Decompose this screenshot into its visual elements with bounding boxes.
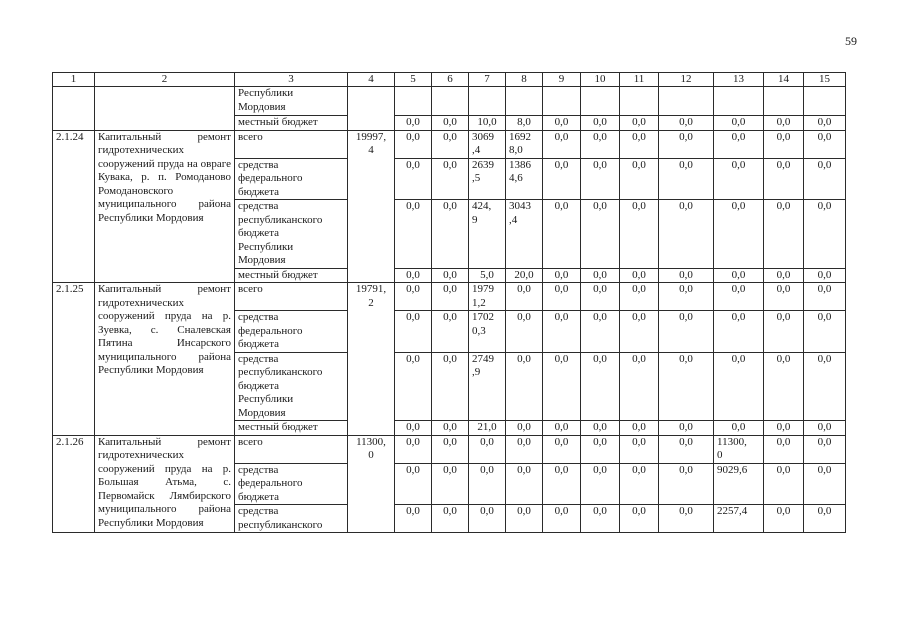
value-cell-col-11: 0,0 bbox=[620, 130, 659, 158]
value-cell-col-13: 0,0 bbox=[714, 421, 764, 436]
column-header-15: 15 bbox=[804, 73, 846, 87]
item-total: 19997, 4 bbox=[348, 130, 395, 283]
column-header-9: 9 bbox=[543, 73, 581, 87]
source-cell: всего bbox=[235, 130, 348, 158]
value-cell-col-7: 424, 9 bbox=[469, 200, 506, 269]
value-cell-col-6: 0,0 bbox=[432, 463, 469, 505]
value-cell-col-14: 0,0 bbox=[764, 268, 804, 283]
value-cell-col-15: 0,0 bbox=[804, 116, 846, 131]
value-cell-col-12: 0,0 bbox=[659, 283, 714, 311]
value-cell-col-15: 0,0 bbox=[804, 311, 846, 353]
value-cell-col-5: 0,0 bbox=[395, 200, 432, 269]
value-cell-col-13: 2257,4 bbox=[714, 505, 764, 533]
source-cell: средства республиканского бюджета Республики Мордовия bbox=[235, 352, 348, 421]
column-header-11: 11 bbox=[620, 73, 659, 87]
item-index: 2.1.25 bbox=[53, 283, 95, 436]
value-cell-col-6: 0,0 bbox=[432, 421, 469, 436]
value-cell-col-12: 0,0 bbox=[659, 200, 714, 269]
value-cell-col-13 bbox=[714, 87, 764, 116]
value-cell-col-7: 21,0 bbox=[469, 421, 506, 436]
value-cell-col-8: 0,0 bbox=[506, 311, 543, 353]
value-cell-col-7: 5,0 bbox=[469, 268, 506, 283]
value-cell-col-14 bbox=[764, 87, 804, 116]
value-cell-col-14: 0,0 bbox=[764, 116, 804, 131]
value-cell-col-10: 0,0 bbox=[581, 268, 620, 283]
value-cell-col-5: 0,0 bbox=[395, 463, 432, 505]
value-cell-col-5: 0,0 bbox=[395, 505, 432, 533]
value-cell-col-9: 0,0 bbox=[543, 352, 581, 421]
value-cell-col-8: 0,0 bbox=[506, 505, 543, 533]
value-cell-col-14: 0,0 bbox=[764, 200, 804, 269]
value-cell-col-6: 0,0 bbox=[432, 283, 469, 311]
value-cell-col-8: 0,0 bbox=[506, 435, 543, 463]
column-header-13: 13 bbox=[714, 73, 764, 87]
value-cell-col-5: 0,0 bbox=[395, 352, 432, 421]
value-cell-col-5 bbox=[395, 87, 432, 116]
value-cell-col-10: 0,0 bbox=[581, 158, 620, 200]
value-cell-col-15: 0,0 bbox=[804, 268, 846, 283]
source-cell: местный бюджет bbox=[235, 116, 348, 131]
value-cell-col-14: 0,0 bbox=[764, 311, 804, 353]
value-cell-col-13: 0,0 bbox=[714, 352, 764, 421]
value-cell-col-15 bbox=[804, 87, 846, 116]
value-cell-col-6: 0,0 bbox=[432, 311, 469, 353]
column-header-1: 1 bbox=[53, 73, 95, 87]
column-header-5: 5 bbox=[395, 73, 432, 87]
value-cell-col-14: 0,0 bbox=[764, 130, 804, 158]
value-cell-col-8: 0,0 bbox=[506, 463, 543, 505]
value-cell-col-9: 0,0 bbox=[543, 130, 581, 158]
value-cell-col-11: 0,0 bbox=[620, 505, 659, 533]
value-cell-col-13: 0,0 bbox=[714, 116, 764, 131]
value-cell-col-5: 0,0 bbox=[395, 311, 432, 353]
source-cell: средства федерального бюджета bbox=[235, 463, 348, 505]
value-cell-col-11: 0,0 bbox=[620, 421, 659, 436]
value-cell-col-7: 2749 ,9 bbox=[469, 352, 506, 421]
budget-row bbox=[53, 435, 846, 463]
column-header-14: 14 bbox=[764, 73, 804, 87]
value-cell-col-10 bbox=[581, 87, 620, 116]
index-cell bbox=[53, 87, 95, 131]
budget-row bbox=[53, 283, 846, 311]
value-cell-col-9: 0,0 bbox=[543, 435, 581, 463]
source-cell: местный бюджет bbox=[235, 421, 348, 436]
value-cell-col-8: 0,0 bbox=[506, 283, 543, 311]
value-cell-col-13: 0,0 bbox=[714, 268, 764, 283]
value-cell-col-10: 0,0 bbox=[581, 421, 620, 436]
source-cell: средства федерального бюджета bbox=[235, 158, 348, 200]
value-cell-col-7 bbox=[469, 87, 506, 116]
value-cell-col-7: 1979 1,2 bbox=[469, 283, 506, 311]
value-cell-col-15: 0,0 bbox=[804, 352, 846, 421]
value-cell-col-8 bbox=[506, 87, 543, 116]
column-header-4: 4 bbox=[348, 73, 395, 87]
source-cell: всего bbox=[235, 283, 348, 311]
value-cell-col-14: 0,0 bbox=[764, 505, 804, 533]
value-cell-col-12: 0,0 bbox=[659, 130, 714, 158]
value-cell-col-9: 0,0 bbox=[543, 283, 581, 311]
value-cell-col-9: 0,0 bbox=[543, 158, 581, 200]
value-cell-col-7: 2639 ,5 bbox=[469, 158, 506, 200]
value-cell-col-8: 20,0 bbox=[506, 268, 543, 283]
financing-table bbox=[52, 72, 846, 533]
value-cell-col-8: 1386 4,6 bbox=[506, 158, 543, 200]
value-cell-col-15: 0,0 bbox=[804, 435, 846, 463]
value-cell-col-9: 0,0 bbox=[543, 463, 581, 505]
value-cell-col-13: 9029,6 bbox=[714, 463, 764, 505]
source-cell: средства республиканского бюджета Республики Мордовия bbox=[235, 200, 348, 269]
value-cell-col-8: 0,0 bbox=[506, 421, 543, 436]
item-total: 19791, 2 bbox=[348, 283, 395, 436]
value-cell-col-12: 0,0 bbox=[659, 158, 714, 200]
item-name: Капитальный ремонт гидротехнических сооружений пруда на р. Большая Атьма, с. Первомайск Лямбирского муниципального района Республики Мордовия bbox=[95, 435, 235, 533]
value-cell-col-6: 0,0 bbox=[432, 505, 469, 533]
column-header-10: 10 bbox=[581, 73, 620, 87]
value-cell-col-11: 0,0 bbox=[620, 283, 659, 311]
value-cell-col-9: 0,0 bbox=[543, 505, 581, 533]
column-header-12: 12 bbox=[659, 73, 714, 87]
column-number-row bbox=[53, 73, 846, 87]
value-cell-col-8: 0,0 bbox=[506, 352, 543, 421]
budget-row bbox=[53, 130, 846, 158]
source-cell: Республики Мордовия bbox=[235, 87, 348, 116]
value-cell-col-6: 0,0 bbox=[432, 130, 469, 158]
value-cell-col-7: 3069 ,4 bbox=[469, 130, 506, 158]
source-cell: всего bbox=[235, 435, 348, 463]
value-cell-col-14: 0,0 bbox=[764, 283, 804, 311]
value-cell-col-12 bbox=[659, 87, 714, 116]
value-cell-col-15: 0,0 bbox=[804, 130, 846, 158]
value-cell-col-7: 0,0 bbox=[469, 505, 506, 533]
value-cell-col-6: 0,0 bbox=[432, 200, 469, 269]
value-cell-col-8: 3043 ,4 bbox=[506, 200, 543, 269]
name-cell bbox=[95, 87, 235, 131]
value-cell-col-12: 0,0 bbox=[659, 268, 714, 283]
value-cell-col-5: 0,0 bbox=[395, 435, 432, 463]
page-number: 59 bbox=[845, 34, 857, 48]
value-cell-col-11: 0,0 bbox=[620, 311, 659, 353]
value-cell-col-13: 0,0 bbox=[714, 311, 764, 353]
value-cell-col-9: 0,0 bbox=[543, 421, 581, 436]
value-cell-col-6 bbox=[432, 87, 469, 116]
value-cell-col-11: 0,0 bbox=[620, 158, 659, 200]
value-cell-col-5: 0,0 bbox=[395, 116, 432, 131]
value-cell-col-15: 0,0 bbox=[804, 283, 846, 311]
item-index: 2.1.26 bbox=[53, 435, 95, 533]
value-cell-col-7: 0,0 bbox=[469, 435, 506, 463]
item-index: 2.1.24 bbox=[53, 130, 95, 283]
value-cell-col-11 bbox=[620, 87, 659, 116]
value-cell-col-8: 1692 8,0 bbox=[506, 130, 543, 158]
value-cell-col-11: 0,0 bbox=[620, 116, 659, 131]
value-cell-col-14: 0,0 bbox=[764, 463, 804, 505]
value-cell-col-10: 0,0 bbox=[581, 200, 620, 269]
value-cell-col-12: 0,0 bbox=[659, 505, 714, 533]
column-header-2: 2 bbox=[95, 73, 235, 87]
value-cell-col-9: 0,0 bbox=[543, 311, 581, 353]
total-cell bbox=[348, 87, 395, 131]
value-cell-col-10: 0,0 bbox=[581, 130, 620, 158]
continuation-row bbox=[53, 87, 846, 116]
item-name: Капитальный ремонт гидротехнических сооружений пруда на р. Зуевка, с. Сналевская Пятина Инсарского муниципального района Республики Мордовия bbox=[95, 283, 235, 436]
value-cell-col-14: 0,0 bbox=[764, 352, 804, 421]
value-cell-col-13: 0,0 bbox=[714, 158, 764, 200]
value-cell-col-5: 0,0 bbox=[395, 130, 432, 158]
column-header-6: 6 bbox=[432, 73, 469, 87]
value-cell-col-10: 0,0 bbox=[581, 311, 620, 353]
value-cell-col-15: 0,0 bbox=[804, 505, 846, 533]
value-cell-col-7: 10,0 bbox=[469, 116, 506, 131]
value-cell-col-12: 0,0 bbox=[659, 116, 714, 131]
value-cell-col-7: 0,0 bbox=[469, 463, 506, 505]
value-cell-col-12: 0,0 bbox=[659, 311, 714, 353]
value-cell-col-10: 0,0 bbox=[581, 463, 620, 505]
value-cell-col-15: 0,0 bbox=[804, 421, 846, 436]
source-cell: средства федерального бюджета bbox=[235, 311, 348, 353]
item-name: Капитальный ремонт гидротехнических сооружений пруда на овраге Кувака, р. п. Ромоданово Ромодановского муниципального района Республики Мордовия bbox=[95, 130, 235, 283]
value-cell-col-10: 0,0 bbox=[581, 435, 620, 463]
value-cell-col-14: 0,0 bbox=[764, 421, 804, 436]
value-cell-col-12: 0,0 bbox=[659, 435, 714, 463]
value-cell-col-12: 0,0 bbox=[659, 421, 714, 436]
value-cell-col-10: 0,0 bbox=[581, 116, 620, 131]
source-cell: средства республиканского bbox=[235, 505, 348, 533]
value-cell-col-12: 0,0 bbox=[659, 352, 714, 421]
value-cell-col-6: 0,0 bbox=[432, 268, 469, 283]
value-cell-col-6: 0,0 bbox=[432, 352, 469, 421]
column-header-3: 3 bbox=[235, 73, 348, 87]
value-cell-col-13: 0,0 bbox=[714, 130, 764, 158]
value-cell-col-11: 0,0 bbox=[620, 463, 659, 505]
value-cell-col-14: 0,0 bbox=[764, 435, 804, 463]
value-cell-col-10: 0,0 bbox=[581, 505, 620, 533]
value-cell-col-14: 0,0 bbox=[764, 158, 804, 200]
value-cell-col-8: 8,0 bbox=[506, 116, 543, 131]
value-cell-col-6: 0,0 bbox=[432, 435, 469, 463]
value-cell-col-11: 0,0 bbox=[620, 435, 659, 463]
value-cell-col-12: 0,0 bbox=[659, 463, 714, 505]
column-header-7: 7 bbox=[469, 73, 506, 87]
source-cell: местный бюджет bbox=[235, 268, 348, 283]
value-cell-col-11: 0,0 bbox=[620, 268, 659, 283]
item-total: 11300, 0 bbox=[348, 435, 395, 533]
value-cell-col-13: 0,0 bbox=[714, 200, 764, 269]
value-cell-col-5: 0,0 bbox=[395, 421, 432, 436]
value-cell-col-15: 0,0 bbox=[804, 463, 846, 505]
value-cell-col-5: 0,0 bbox=[395, 158, 432, 200]
value-cell-col-5: 0,0 bbox=[395, 268, 432, 283]
value-cell-col-5: 0,0 bbox=[395, 283, 432, 311]
value-cell-col-11: 0,0 bbox=[620, 352, 659, 421]
value-cell-col-7: 1702 0,3 bbox=[469, 311, 506, 353]
column-header-8: 8 bbox=[506, 73, 543, 87]
value-cell-col-13: 11300, 0 bbox=[714, 435, 764, 463]
value-cell-col-6: 0,0 bbox=[432, 116, 469, 131]
value-cell-col-6: 0,0 bbox=[432, 158, 469, 200]
value-cell-col-10: 0,0 bbox=[581, 352, 620, 421]
value-cell-col-15: 0,0 bbox=[804, 200, 846, 269]
value-cell-col-9 bbox=[543, 87, 581, 116]
value-cell-col-13: 0,0 bbox=[714, 283, 764, 311]
value-cell-col-9: 0,0 bbox=[543, 200, 581, 269]
value-cell-col-11: 0,0 bbox=[620, 200, 659, 269]
value-cell-col-10: 0,0 bbox=[581, 283, 620, 311]
value-cell-col-15: 0,0 bbox=[804, 158, 846, 200]
value-cell-col-9: 0,0 bbox=[543, 116, 581, 131]
value-cell-col-9: 0,0 bbox=[543, 268, 581, 283]
